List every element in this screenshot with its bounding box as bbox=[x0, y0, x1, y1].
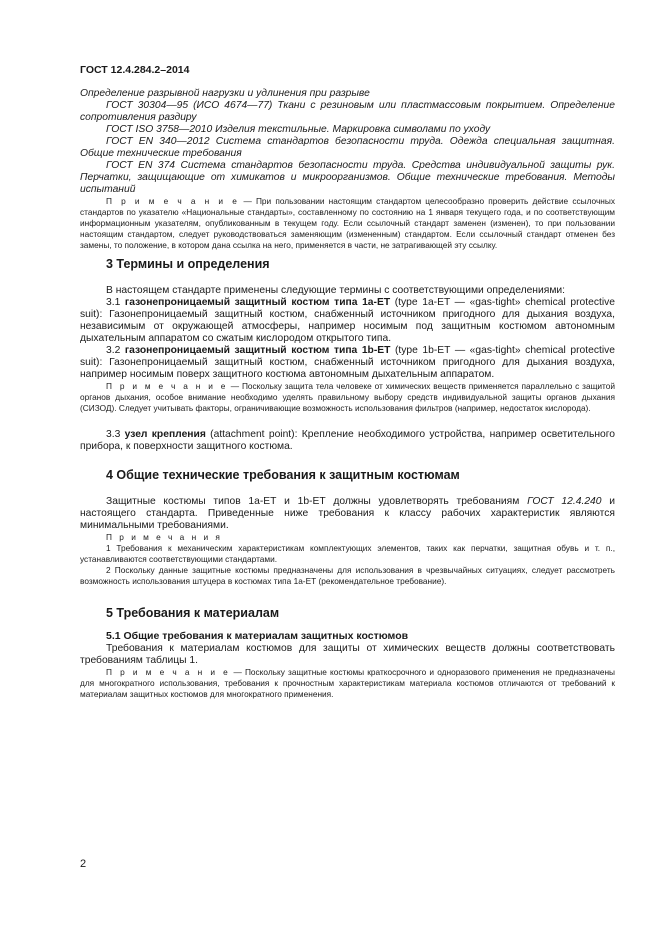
reference-continuation: Определение разрывной нагрузки и удлинения при разрыве bbox=[80, 88, 370, 99]
page-number: 2 bbox=[80, 858, 87, 870]
note-text: — Поскольку защитные костюмы краткосрочного и одноразового применения не предназначены для многократного использования, требования к прочностным характеристикам материала костюмов отличаются от требований к материалам защитных костюмов для многократного применения. bbox=[80, 667, 616, 699]
section-3-intro: В настоящем стандарте применены следующие термины с соответствующими определениями: bbox=[106, 285, 566, 296]
term-definition: (type 1b-ET — «gas-tight» chemical protective suit): Газонепроницаемый защитный костюм, снабженный источником пригодного для дыхания воздуха, например носимым поверх защитного костюма автономным дыхательным аппаратом. bbox=[80, 345, 615, 380]
term-definition: (type 1a-ET — «gas-tight» chemical protective suit): Газонепроницаемый защитный костюм, снабженный источником пригодного для дыхания воздуха, независимым от окружающей атмосферы, например носимым под защитным костюмом автономным дыхательным аппаратом со сжатым кислородом открытого типа. bbox=[80, 297, 615, 344]
section-4-title: 4 Общие технические требования к защитным костюмам bbox=[106, 468, 460, 482]
reference-gost-iso-3758: ГОСТ ISO 3758—2010 Изделия текстильные. Маркировка символами по уходу bbox=[106, 124, 491, 135]
document-page bbox=[80, 0, 615, 936]
section-4-paragraph bbox=[80, 496, 615, 532]
note-label: П р и м е ч а н и е bbox=[106, 667, 231, 677]
term-name: газонепроницаемый защитный костюм типа 1а-ЕТ bbox=[124, 297, 391, 308]
subsection-5-1-title: 5.1 Общие требования к материалам защитных костюмов bbox=[106, 630, 409, 642]
note-text: — При пользовании настоящим стандартом целесообразно проверить действие ссылочных стандартов по указателю «Национальные стандарты», составленному по состоянию на 1 января текущего года, и по соответствующим информационным указателям, опубликованным в текущем году. Если ссылочный стандарт заменен (изменен), то при пользовании настоящим стандартом, следует руководствоваться заменяющим (измененным) стандартом. Если ссылочный стандарт отменен без замены, то положение, в котором дана ссылка на него, применяется в части, не затрагивающей эту ссылку. bbox=[80, 196, 615, 250]
section-4-notes-label bbox=[80, 532, 615, 543]
reference-gost-30304: ГОСТ 30304—95 (ИСО 4674—77) Ткани с резиновым или пластмассовым покрытием. Определение сопротивления раздиру bbox=[80, 100, 615, 123]
section-3-title: 3 Термины и определения bbox=[106, 257, 270, 271]
document-body bbox=[80, 88, 615, 700]
term-3-3 bbox=[80, 429, 615, 453]
term-number: 3.3 bbox=[106, 429, 125, 440]
term-3-1 bbox=[80, 297, 615, 345]
gost-reference: ГОСТ 12.4.240 bbox=[527, 496, 602, 507]
note-text: — Поскольку защита тела человеке от химических веществ применяется параллельно с защитой органов дыхания, особое внимание необходимо уделять правильному выбору средств индивидуальной защиты органов дыхания (СИЗОД). Следует учитывать факторы, ограничивающие возможность использования фильтров (например, недостаток кислорода). bbox=[80, 381, 615, 413]
section-3-note bbox=[80, 381, 615, 414]
section-4-note-1: 1 Требования к механическим характеристикам комплектующих элементов, таких как перчатки, защитная обувь и т. п., устанавливаются соответствующими стандартами. bbox=[80, 543, 615, 564]
note-label: П р и м е ч а н и е bbox=[106, 196, 240, 206]
term-3-2 bbox=[80, 345, 615, 381]
note-label: П р и м е ч а н и е bbox=[106, 381, 228, 391]
reference-gost-en-340: ГОСТ EN 340—2012 Система стандартов безопасности труда. Одежда специальная защитная. Общие технические требования bbox=[80, 136, 615, 159]
term-name: газонепроницаемый защитный костюм типа 1b-ЕТ bbox=[124, 345, 391, 356]
term-number: 3.2 bbox=[106, 345, 125, 356]
notes-label: П р и м е ч а н и я bbox=[106, 532, 223, 542]
section-5-title: 5 Требования к материалам bbox=[106, 606, 280, 620]
paragraph-text: и настоящего стандарта. Приведенные ниже требования к классу рабочих характеристик являются минимальными требованиями. bbox=[80, 496, 615, 531]
reference-gost-en-374: ГОСТ EN 374 Система стандартов безопасности труда. Средства индивидуальной защиты рук. Перчатки, защищающие от химикатов и микроорганизмов. Общие технические требования. Методы испытаний bbox=[80, 160, 615, 195]
document-code-header: ГОСТ 12.4.284.2–2014 bbox=[80, 64, 190, 76]
section-5-paragraph: Требования к материалам костюмов для защиты от химических веществ должны соответствовать требованиям таблицы 1. bbox=[80, 643, 615, 666]
section-4-note-2: 2 Поскольку данные защитные костюмы предназначены для использования в чрезвычайных ситуациях, следует рассмотреть возможность использования штуцера в костюмах типа 1а-ЕТ (рекомендательное требование). bbox=[80, 565, 615, 586]
term-number: 3.1 bbox=[106, 297, 125, 308]
paragraph-text: Защитные костюмы типов 1а-ЕТ и 1b-ЕТ должны удовлетворять требованиям bbox=[106, 496, 528, 507]
term-name: узел крепления bbox=[124, 429, 206, 440]
references-note bbox=[80, 196, 615, 251]
term-definition: (attachment point): Крепление необходимого устройства, например осветительного прибора, к поверхности защитного костюма. bbox=[80, 429, 615, 452]
section-5-note bbox=[80, 667, 615, 700]
